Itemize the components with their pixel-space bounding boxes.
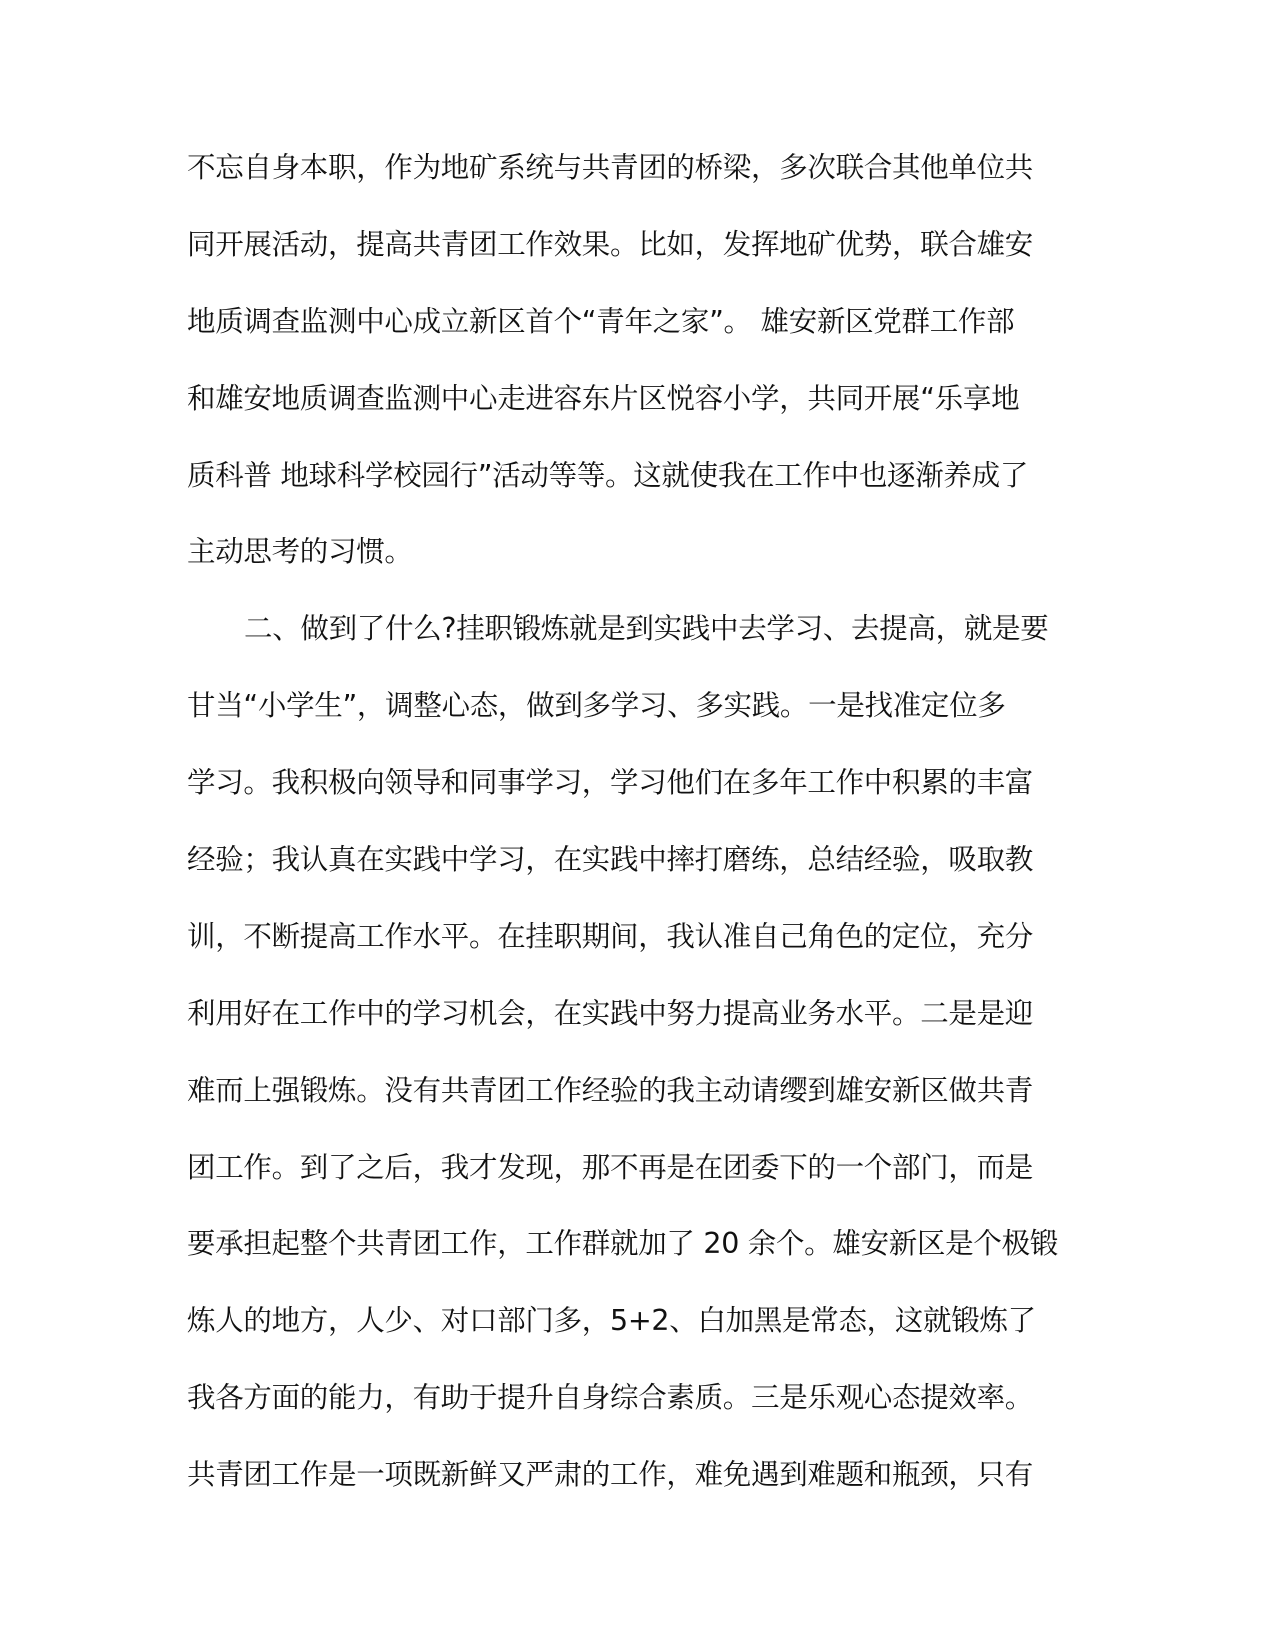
text-line: 难而上强锻炼。没有共青团工作经验的我主动请缨到雄安新区做共青 <box>187 1073 1034 1107</box>
text-line: 训，不断提高工作水平。在挂职期间，我认准自己角色的定位，充分 <box>187 919 1034 953</box>
text-line: 同开展活动，提高共青团工作效果。比如，发挥地矿优势，联合雄安 <box>187 227 1034 261</box>
text-line: 质科普 地球科学校园行”活动等等。这就使我在工作中也逐渐养成了 <box>187 458 1029 492</box>
body-text <box>187 146 1087 1530</box>
text-line: 学习。我积极向领导和同事学习，学习他们在多年工作中积累的丰富 <box>187 766 1034 800</box>
text-line: 甘当“小学生”，调整心态，做到多学习、多实践。一是找准定位多 <box>187 689 1006 723</box>
text-line: 地质调查监测中心成立新区首个“青年之家”。 雄安新区党群工作部 <box>187 304 1015 338</box>
text-line: 主动思考的习惯。 <box>187 535 413 569</box>
text-line: 不忘自身本职，作为地矿系统与共青团的桥梁，多次联合其他单位共 <box>187 151 1034 184</box>
text-line: 利用好在工作中的学习机会，在实践中努力提高业务水平。二是是迎 <box>187 996 1034 1030</box>
text-line: 经验；我认真在实践中学习，在实践中摔打磨练，总结经验，吸取教 <box>187 843 1034 877</box>
text-line: 团工作。到了之后，我才发现，那不再是在团委下的一个部门，而是 <box>187 1150 1034 1184</box>
text-line: 和雄安地质调查监测中心走进容东片区悦容小学，共同开展“乐享地 <box>187 381 1020 415</box>
text-line: 要承担起整个共青团工作，工作群就加了 20 余个。雄安新区是个极锻 <box>187 1227 1058 1261</box>
text-line: 共青团工作是一项既新鲜又严肃的工作，难免遇到难题和瓶颈，只有 <box>187 1458 1034 1492</box>
text-line: 我各方面的能力，有助于提升自身综合素质。三是乐观心态提效率。 <box>187 1381 1034 1415</box>
text-line: 炼人的地方，人少、对口部门多，5+2、白加黑是常态，这就锻炼了 <box>187 1304 1036 1338</box>
section-heading-line: 二、做到了什么?挂职锻炼就是到实践中去学习、去提高，就是要 <box>244 612 1049 646</box>
